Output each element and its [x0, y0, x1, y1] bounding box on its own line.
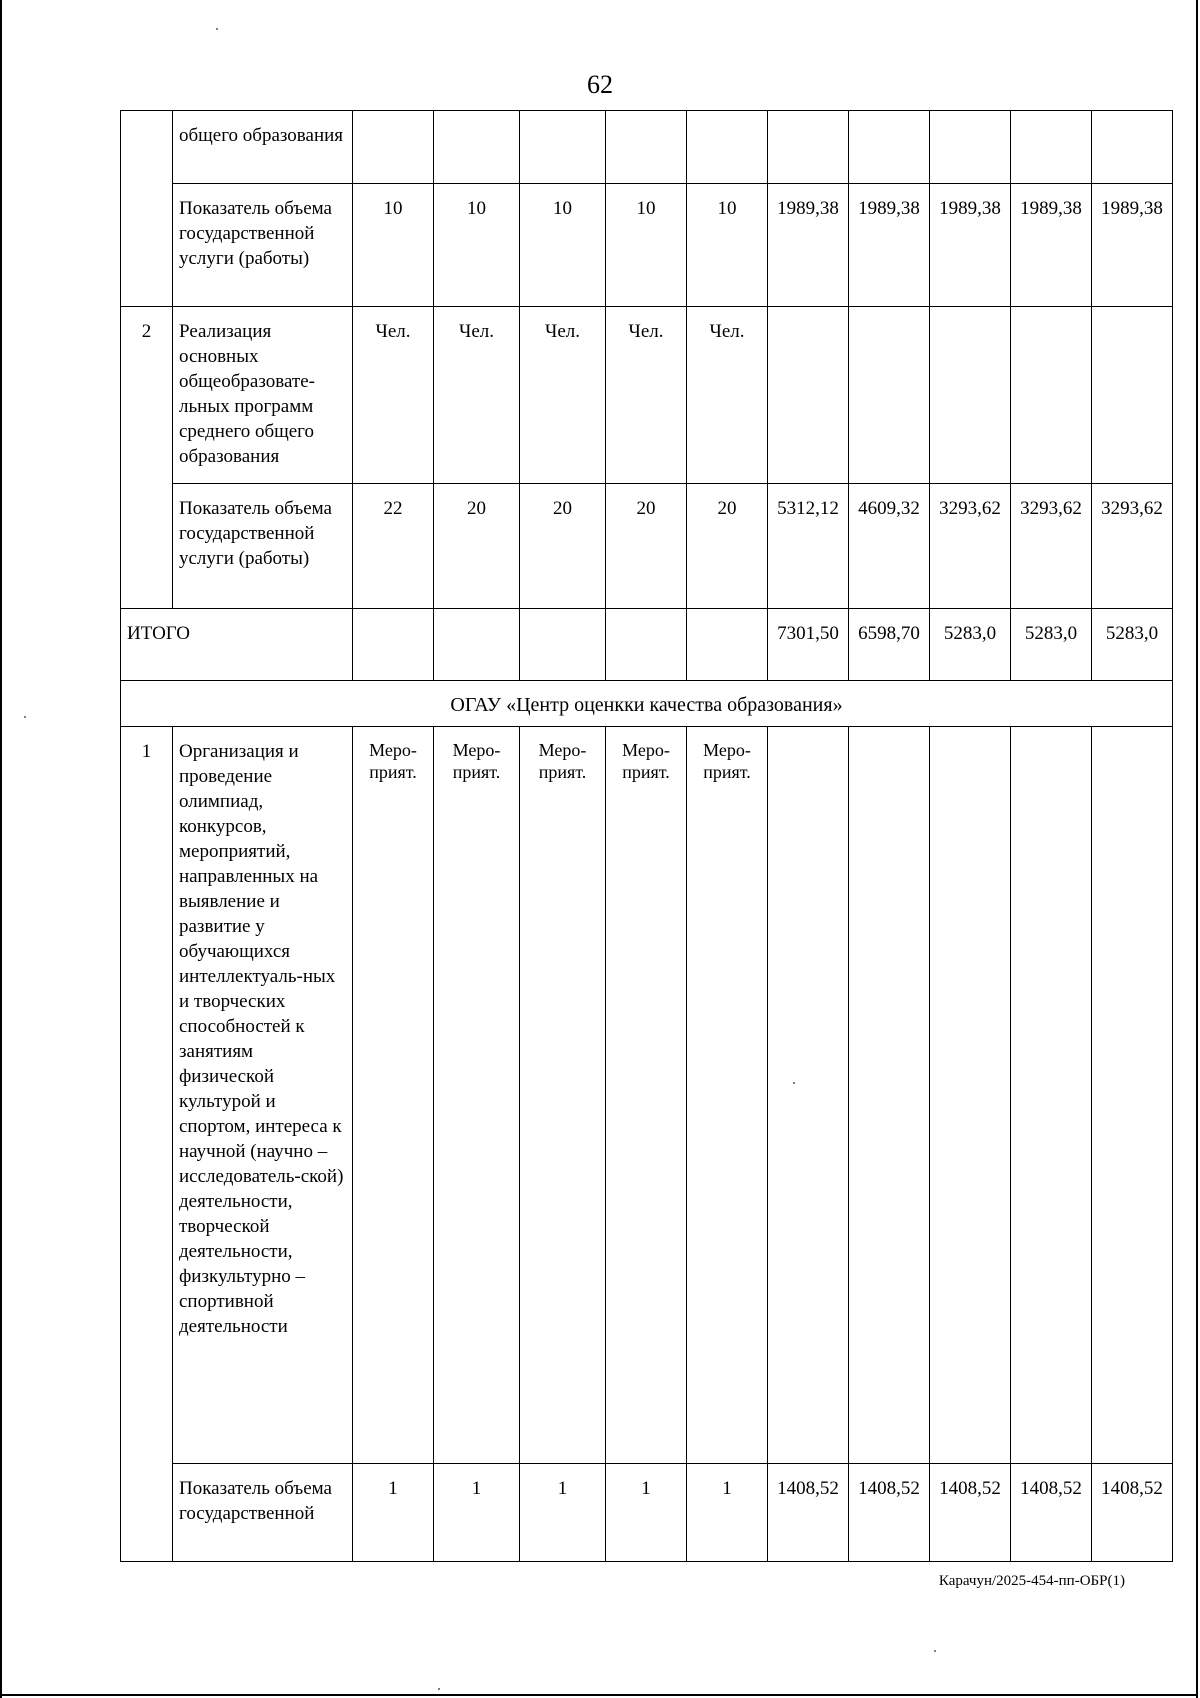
row-name-cell: Реализация основных общеобразовате-льных программ среднего общего образования: [173, 307, 353, 484]
value-cell: 1989,38: [849, 184, 930, 307]
document-code: Карачун/2025-454-пп-ОБР(1): [938, 1573, 1125, 1589]
empty-cell: [768, 111, 849, 184]
table-row: [121, 184, 1173, 307]
empty-cell: [353, 609, 434, 681]
empty-cell: [434, 609, 520, 681]
empty-cell: [353, 111, 434, 184]
empty-cell: [768, 727, 849, 1464]
total-value-cell: 5283,0: [1011, 609, 1092, 681]
total-label: ИТОГО: [121, 609, 353, 681]
table-row-total: [121, 609, 1173, 681]
value-cell: 3293,62: [1092, 484, 1173, 609]
budget-table: [120, 110, 1173, 1562]
value-cell: 1: [520, 1464, 606, 1562]
empty-cell: [930, 307, 1011, 484]
empty-cell: [520, 111, 606, 184]
value-cell: 10: [520, 184, 606, 307]
value-cell: 5312,12: [768, 484, 849, 609]
empty-cell: [520, 609, 606, 681]
value-cell: 1: [353, 1464, 434, 1562]
row-number-cell: [121, 111, 173, 307]
value-cell: 10: [434, 184, 520, 307]
value-cell: 10: [687, 184, 768, 307]
page-border-right: [1196, 0, 1198, 1698]
unit-cell: Чел.: [434, 307, 520, 484]
value-cell: 20: [687, 484, 768, 609]
value-cell: 1408,52: [1011, 1464, 1092, 1562]
empty-cell: [768, 307, 849, 484]
empty-cell: [849, 111, 930, 184]
empty-cell: [1011, 111, 1092, 184]
unit-cell: Чел.: [353, 307, 434, 484]
row-name-cell: Показатель объема государственной услуги (работы): [173, 484, 353, 609]
row-name-cell: Показатель объема государственной: [173, 1464, 353, 1562]
row-name-cell: общего образования: [173, 111, 353, 184]
value-cell: 20: [520, 484, 606, 609]
table-row-org: [121, 681, 1173, 727]
total-value-cell: 6598,70: [849, 609, 930, 681]
value-cell: 10: [606, 184, 687, 307]
table-row: [121, 484, 1173, 609]
value-cell: 4609,32: [849, 484, 930, 609]
value-cell: 1: [434, 1464, 520, 1562]
table-row: [121, 1464, 1173, 1562]
total-value-cell: 5283,0: [930, 609, 1011, 681]
empty-cell: [1011, 307, 1092, 484]
value-cell: 1408,52: [768, 1464, 849, 1562]
value-cell: 3293,62: [930, 484, 1011, 609]
value-cell: 1989,38: [1011, 184, 1092, 307]
empty-cell: [687, 609, 768, 681]
unit-cell: Меро-прият.: [606, 727, 687, 1464]
unit-cell: Меро-прият.: [687, 727, 768, 1464]
row-name-cell: Организация и проведение олимпиад, конкурсов, мероприятий, направленных на выявление и развитие у обучающихся интеллектуаль-ных и творческих способностей к занятиям физической культурой и спортом, интереса к научной (научно – исследователь-ской) деятельности, творческой деятельности, физкультурно – спортивной деятельности: [173, 727, 353, 1464]
page-border-bottom: [0, 1694, 1198, 1696]
empty-cell: [434, 111, 520, 184]
empty-cell: [849, 727, 930, 1464]
unit-cell: Чел.: [606, 307, 687, 484]
empty-cell: [606, 609, 687, 681]
row-number-cell: 2: [121, 307, 173, 609]
total-value-cell: 5283,0: [1092, 609, 1173, 681]
unit-cell: Меро-прият.: [353, 727, 434, 1464]
scan-speck: [24, 716, 26, 718]
value-cell: 10: [353, 184, 434, 307]
empty-cell: [687, 111, 768, 184]
unit-cell: Меро-прият.: [434, 727, 520, 1464]
value-cell: 1408,52: [930, 1464, 1011, 1562]
value-cell: 20: [606, 484, 687, 609]
unit-cell: Чел.: [520, 307, 606, 484]
empty-cell: [930, 727, 1011, 1464]
value-cell: 3293,62: [1011, 484, 1092, 609]
value-cell: 1989,38: [768, 184, 849, 307]
empty-cell: [1092, 307, 1173, 484]
value-cell: 1989,38: [1092, 184, 1173, 307]
value-cell: 22: [353, 484, 434, 609]
table-row: [121, 307, 1173, 484]
value-cell: 1408,52: [849, 1464, 930, 1562]
value-cell: 1989,38: [930, 184, 1011, 307]
empty-cell: [849, 307, 930, 484]
row-number-cell: 1: [121, 727, 173, 1562]
value-cell: 20: [434, 484, 520, 609]
empty-cell: [606, 111, 687, 184]
empty-cell: [930, 111, 1011, 184]
row-name-cell: Показатель объема государственной услуги (работы): [173, 184, 353, 307]
page-number: 62: [587, 70, 613, 99]
scan-speck: [216, 28, 218, 30]
org-header: ОГАУ «Центр оценкки качества образования»: [121, 681, 1173, 727]
unit-cell: Чел.: [687, 307, 768, 484]
empty-cell: [1092, 727, 1173, 1464]
total-value-cell: 7301,50: [768, 609, 849, 681]
value-cell: 1: [687, 1464, 768, 1562]
empty-cell: [1011, 727, 1092, 1464]
value-cell: 1: [606, 1464, 687, 1562]
table-row: [121, 727, 1173, 1464]
scan-speck: [438, 1688, 440, 1690]
scan-speck: [934, 1650, 936, 1652]
unit-cell: Меро-прият.: [520, 727, 606, 1464]
value-cell: 1408,52: [1092, 1464, 1173, 1562]
empty-cell: [1092, 111, 1173, 184]
table-row: [121, 111, 1173, 184]
page-border-left: [0, 0, 2, 1698]
